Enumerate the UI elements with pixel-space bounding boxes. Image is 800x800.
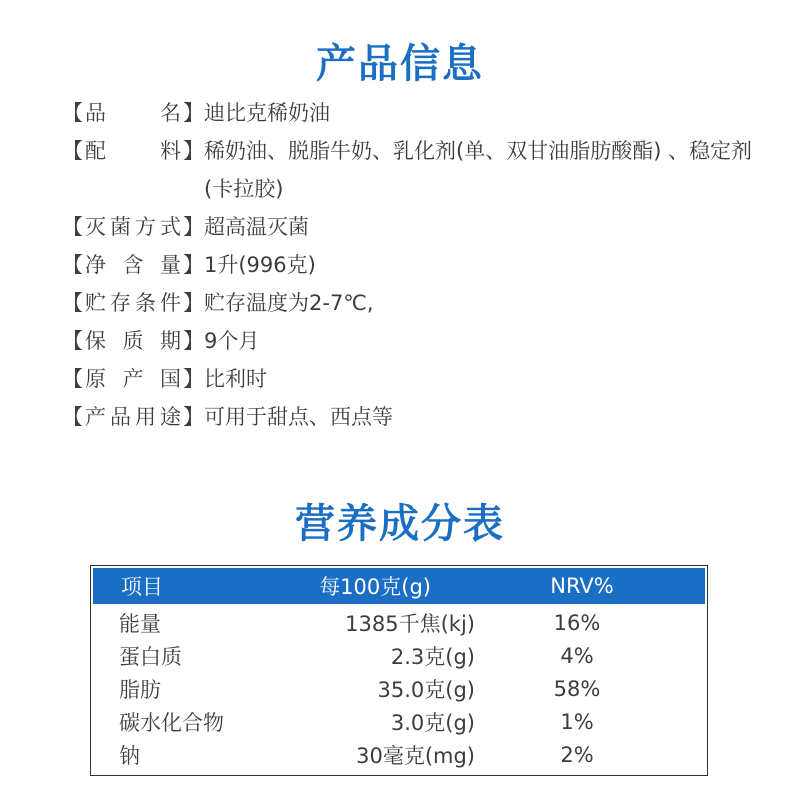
info-label: [62, 208, 204, 246]
row-per100: 30毫克(mg): [356, 743, 475, 768]
row-per100: 2.3克(g): [390, 644, 475, 669]
table-row: [91, 672, 707, 705]
info-label: [62, 94, 204, 132]
nutrition-table: [90, 565, 708, 776]
label-usage: 产品用途: [85, 405, 181, 429]
row-item: 蛋白质: [119, 644, 182, 669]
row-item: 钠: [119, 743, 140, 768]
value-storage: 贮存温度为2-7℃,: [204, 291, 374, 315]
table-header: [93, 568, 705, 604]
info-label: [62, 398, 204, 436]
row-item: 脂肪: [119, 677, 161, 702]
value-ingredients: 稀奶油、脱脂牛奶、乳化剂(单、双甘油脂肪酸酯) 、稳定剂(卡拉胶): [204, 139, 753, 201]
value-sterilization: 超高温灭菌: [204, 215, 309, 239]
value-origin: 比利时: [204, 367, 267, 391]
table-row: [91, 606, 707, 639]
value-net-content: 1升(996克): [204, 253, 316, 277]
nutrition-title: 营养成分表: [295, 501, 505, 547]
row-nrv: 58%: [553, 676, 601, 701]
row-nrv: 16%: [553, 610, 601, 635]
info-label: [62, 284, 204, 322]
info-label: [62, 360, 204, 398]
bracket-close: 】: [183, 215, 204, 239]
info-row-shelf-life: [62, 322, 762, 360]
info-row-storage: [62, 284, 762, 322]
row-per100: 35.0克(g): [377, 677, 475, 702]
info-label: [62, 132, 204, 170]
bracket-open: 【: [62, 101, 83, 125]
header-item: 项目: [121, 575, 163, 599]
label-sterilization: 灭菌方式: [85, 215, 181, 239]
info-label: [62, 322, 204, 360]
value-usage: 可用于甜点、西点等: [204, 405, 393, 429]
label-ingredients: 配 料: [85, 139, 181, 163]
info-label: [62, 246, 204, 284]
header-nrv: NRV%: [550, 574, 614, 598]
info-row-net-content: [62, 246, 762, 284]
row-item: 能量: [119, 611, 161, 636]
bracket-open: 【: [62, 139, 83, 163]
bracket-close: 】: [183, 291, 204, 315]
label-storage: 贮存条件: [85, 291, 181, 315]
row-item: 碳水化合物: [119, 710, 224, 735]
row-per100: 1385千焦(kj): [345, 611, 475, 636]
row-per100: 3.0克(g): [390, 710, 475, 735]
bracket-open: 【: [62, 215, 83, 239]
bracket-close: 】: [183, 101, 204, 125]
bracket-open: 【: [62, 367, 83, 391]
bracket-close: 】: [183, 405, 204, 429]
row-nrv: 2%: [560, 742, 594, 767]
header-per100: 每100克(g): [319, 575, 431, 599]
product-info-list: [62, 94, 762, 436]
product-info-title: 产品信息: [316, 41, 484, 87]
bracket-open: 【: [62, 253, 83, 277]
bracket-close: 】: [183, 139, 204, 163]
info-row-sterilization: [62, 208, 762, 246]
bracket-close: 】: [183, 367, 204, 391]
label-product-name: 品 名: [85, 101, 181, 125]
value-shelf-life: 9个月: [204, 329, 260, 353]
bracket-close: 】: [183, 253, 204, 277]
row-nrv: 4%: [560, 643, 594, 668]
info-row-origin: [62, 360, 762, 398]
info-row-usage: [62, 398, 762, 436]
bracket-close: 】: [183, 329, 204, 353]
table-row: [91, 705, 707, 738]
info-row-ingredients: [62, 132, 762, 208]
bracket-open: 【: [62, 405, 83, 429]
label-shelf-life: 保 质 期: [85, 329, 181, 353]
bracket-open: 【: [62, 329, 83, 353]
label-net-content: 净 含 量: [85, 253, 181, 277]
value-product-name: 迪比克稀奶油: [204, 101, 330, 125]
bracket-open: 【: [62, 291, 83, 315]
row-nrv: 1%: [560, 709, 594, 734]
info-row-product-name: [62, 94, 762, 132]
table-row: [91, 738, 707, 771]
label-origin: 原 产 国: [85, 367, 181, 391]
table-row: [91, 639, 707, 672]
